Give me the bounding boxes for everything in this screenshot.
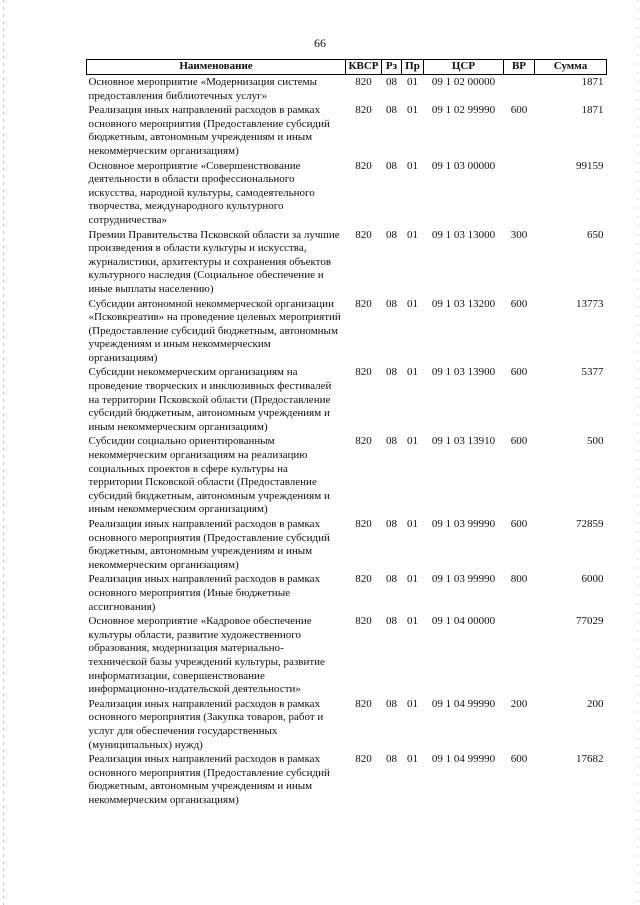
cell-pr: 01: [407, 518, 418, 530]
cell-vr: 600: [510, 753, 528, 766]
cell-name: Реализация иных направлений расходов в рамках основного мероприятия (Предоставление субсидий бюджетным, автономным учреждениям и иным некоммерческим организациям): [88, 518, 330, 571]
header-csr: ЦСР: [424, 60, 504, 75]
table-row: [87, 297, 607, 366]
scan-edge-left: [3, 0, 4, 905]
table-row: [87, 228, 607, 297]
cell-pr: 01: [407, 159, 418, 172]
cell-pr: 01: [407, 697, 418, 710]
cell-rz: 08: [386, 753, 397, 766]
cell-name: Премии Правительства Псковской области за лучшие произведения в области культуры и искусства, журналистики, архитектуры и сохранения объектов культурного наследия (Социальное обеспечение и иные выплаты населению): [88, 228, 340, 295]
cell-csr: 09 1 03 99990: [431, 518, 496, 530]
cell-pr: 01: [407, 104, 418, 117]
header-kvsr: КВСР: [346, 60, 382, 75]
cell-vr: 800: [510, 573, 528, 586]
cell-kvsr: 820: [355, 518, 372, 530]
cell-kvsr: 820: [355, 228, 372, 241]
cell-rz: 08: [386, 297, 397, 310]
cell-csr: 09 1 04 99990: [431, 697, 496, 710]
cell-kvsr: 820: [355, 753, 372, 766]
table-row: [87, 572, 607, 614]
cell-csr: 09 1 03 00000: [431, 159, 496, 172]
cell-csr: 09 1 03 13910: [431, 435, 496, 448]
scan-edge-right: [637, 0, 638, 905]
cell-name: Реализация иных направлений расходов в рамках основного мероприятия (Предоставление субсидий бюджетным, автономным учреждениям и иным некоммерческим организациям): [88, 104, 330, 157]
budget-table: [86, 59, 607, 807]
cell-sum: 13773: [576, 297, 604, 310]
cell-kvsr: 820: [355, 159, 372, 172]
cell-sum: 17682: [576, 753, 604, 766]
table-row: [87, 752, 607, 807]
page-number: 66: [314, 36, 326, 50]
cell-vr: 200: [510, 697, 528, 710]
header-rz: Рз: [382, 60, 402, 75]
cell-sum: 1871: [581, 76, 604, 88]
table-row: [87, 697, 607, 752]
cell-vr: [504, 75, 535, 104]
table-row: [87, 614, 607, 697]
header-name: Наименование: [87, 60, 346, 75]
cell-rz: 08: [386, 76, 397, 88]
cell-rz: 08: [386, 159, 397, 172]
cell-csr: 09 1 04 99990: [431, 753, 496, 766]
cell-kvsr: 820: [355, 297, 372, 310]
cell-rz: 08: [386, 228, 397, 241]
cell-pr: 01: [407, 228, 418, 241]
cell-vr: 300: [510, 228, 528, 241]
table-row: [87, 159, 607, 228]
cell-pr: 01: [407, 573, 418, 586]
cell-csr: 09 1 03 13200: [431, 297, 496, 310]
cell-name: Субсидии социально ориентированным некоммерческим организациям на реализацию социальных проектов в сфере культуры на территории Псковской области (Предоставление субсидий бюджетным, автономным учреждениям и иным некоммерческим организациям): [88, 435, 330, 516]
table-row: [87, 103, 607, 158]
cell-vr: 600: [510, 435, 528, 448]
cell-sum: 99159: [576, 159, 604, 172]
cell-sum: 6000: [581, 573, 604, 586]
cell-kvsr: 820: [355, 366, 372, 379]
cell-vr: 600: [510, 297, 528, 310]
cell-rz: 08: [386, 573, 397, 586]
cell-vr: [504, 614, 535, 697]
cell-kvsr: 820: [355, 76, 372, 88]
header-vr: ВР: [504, 60, 535, 75]
cell-rz: 08: [386, 697, 397, 710]
cell-name: Основное мероприятие «Модернизация системы предоставления библиотечных услуг»: [88, 76, 318, 102]
cell-pr: 01: [407, 435, 418, 448]
cell-name: Реализация иных направлений расходов в рамках основного мероприятия (Иные бюджетные ассигнования): [88, 573, 321, 613]
table-row: [87, 365, 607, 434]
table-header: [87, 60, 607, 75]
cell-rz: 08: [386, 435, 397, 448]
cell-sum: 500: [587, 435, 604, 448]
cell-csr: 09 1 03 13900: [431, 366, 496, 379]
cell-sum: 650: [587, 228, 604, 241]
cell-csr: 09 1 03 13000: [431, 228, 496, 241]
cell-name: Реализация иных направлений расходов в рамках основного мероприятия (Закупка товаров, работ и услуг для обеспечения государственных (муниципальных) нужд): [88, 697, 324, 751]
header-row: [87, 60, 607, 75]
cell-name: Реализация иных направлений расходов в рамках основного мероприятия (Предоставление субсидий бюджетным, автономным учреждениям и иным некоммерческим организациям): [88, 753, 330, 806]
cell-vr: [504, 159, 535, 228]
cell-sum: 200: [587, 697, 604, 710]
cell-kvsr: 820: [355, 104, 372, 117]
cell-csr: 09 1 03 99990: [431, 573, 496, 586]
table-body: [87, 75, 607, 808]
header-pr: Пр: [402, 60, 424, 75]
cell-sum: 77029: [576, 615, 604, 628]
cell-pr: 01: [407, 366, 418, 379]
cell-rz: 08: [386, 615, 397, 628]
cell-sum: 5377: [581, 366, 604, 379]
cell-pr: 01: [407, 76, 418, 88]
cell-pr: 01: [407, 615, 418, 628]
cell-rz: 08: [386, 104, 397, 117]
cell-kvsr: 820: [355, 435, 372, 448]
cell-name: Субсидии автономной некоммерческой организации «Псковкреатив» на проведение целевых мероприятий (Предоставление субсидий бюджетным, автономным учреждениям и иным некоммерческим организациям): [88, 297, 341, 364]
table-row: [87, 75, 607, 104]
cell-name: Основное мероприятие «Совершенствование деятельности в области профессионального искусства, народной культуры, самодеятельного творчества, международного культурного сотрудничества»: [88, 159, 315, 226]
table-row: [87, 434, 607, 517]
table-row: [87, 517, 607, 572]
cell-pr: 01: [407, 753, 418, 766]
cell-kvsr: 820: [355, 697, 372, 710]
cell-kvsr: 820: [355, 573, 372, 586]
cell-csr: 09 1 02 99990: [431, 104, 496, 117]
cell-pr: 01: [407, 297, 418, 310]
cell-csr: 09 1 02 00000: [431, 76, 496, 88]
header-sum: Сумма: [535, 60, 607, 75]
cell-kvsr: 820: [355, 615, 372, 628]
cell-csr: 09 1 04 00000: [431, 615, 496, 628]
cell-vr: 600: [510, 518, 528, 530]
cell-name: Субсидии некоммерческим организациям на проведение творческих и инклюзивных фестивалей на территории Псковской области (Предоставление субсидий бюджетным, автономным учреждениям и иным некоммерческим организациям): [88, 366, 332, 433]
cell-vr: 600: [510, 104, 528, 117]
cell-rz: 08: [386, 366, 397, 379]
cell-sum: 1871: [581, 104, 604, 117]
cell-rz: 08: [386, 518, 397, 530]
cell-name: Основное мероприятие «Кадровое обеспечение культуры области, развитие художественного образования, модернизация материально-технической базы учреждений культуры, развитие информатизации, совершенствование информационно-издательской деятельности»: [88, 615, 325, 696]
cell-vr: 600: [510, 366, 528, 379]
cell-sum: 72859: [576, 518, 604, 530]
